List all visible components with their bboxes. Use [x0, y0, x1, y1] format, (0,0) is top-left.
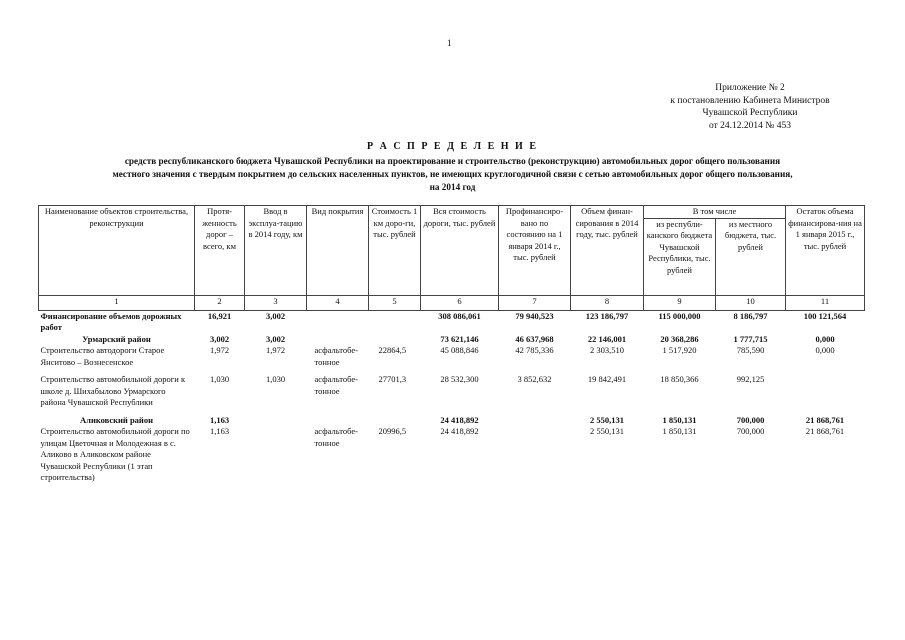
table-cell: 19 842,491	[587, 374, 627, 384]
header-from-republic: из республи-канского бюджета Чувашской Республики, тыс. рублей	[644, 218, 716, 295]
table-cell: 700,000	[736, 426, 765, 436]
table-cell: 308 086,061	[438, 310, 481, 321]
table-cell: 46 637,968	[515, 333, 554, 344]
column-number: 1	[39, 295, 195, 310]
table-cell	[245, 426, 307, 484]
subtitle-line: местного значения с твердым покрытием до сельских населенных пунктов, не имеющих круглогодичной связи с сетью автомобильных дорог общего пользования,	[112, 169, 793, 179]
header-commission: Ввод в эксплуа-тацию в 2014 году, км	[245, 206, 307, 296]
table-cell: 16,921	[207, 310, 232, 321]
header-remaining: Остаток объема финансирова-ния на 1 января 2015 г., тыс. рублей	[786, 206, 865, 296]
table-row	[39, 334, 865, 346]
header-surface: Вид покрытия	[307, 206, 369, 296]
table-cell: 1 517,920	[662, 345, 697, 355]
column-number: 6	[421, 295, 499, 310]
column-number: 8	[571, 295, 644, 310]
appendix-note	[640, 82, 860, 132]
table-cell: 1,972	[209, 345, 230, 355]
row-label: Строительство автомобильной дороги к школе д. Шихабылово Урмарского района Чувашской Республики	[40, 374, 186, 407]
table-cell: асфальтобе-тонное	[314, 374, 358, 396]
header-name: Наименование объектов строительства, реконструкции	[39, 206, 195, 296]
row-label: Аликовский район	[80, 414, 153, 425]
column-number: 11	[786, 295, 865, 310]
table-cell	[369, 415, 421, 427]
table-cell	[307, 310, 369, 334]
table-cell: 79 940,523	[515, 310, 554, 321]
column-number: 2	[195, 295, 245, 310]
table-cell: 2 303,510	[590, 345, 624, 355]
table-cell: 115 000,000	[658, 310, 701, 321]
table-cell: 3,002	[265, 333, 286, 344]
table-cell	[786, 374, 865, 409]
table-cell	[245, 415, 307, 427]
table-cell: 21 868,761	[805, 426, 845, 436]
table-cell: 73 621,146	[440, 333, 479, 344]
table-cell: 1,030	[209, 374, 230, 384]
table-row	[39, 415, 865, 427]
table-cell: 2 550,131	[590, 414, 624, 425]
table-cell	[369, 310, 421, 334]
table-row	[39, 374, 865, 409]
table-cell: 45 088,846	[440, 345, 479, 355]
table-cell: 2 550,131	[590, 426, 624, 436]
row-label: Урмарский район	[82, 333, 151, 344]
table-cell: 1 850,131	[662, 426, 697, 436]
table-cell	[307, 415, 369, 427]
column-number: 7	[499, 295, 571, 310]
distribution-table	[38, 205, 865, 484]
table-cell: 27701,3	[378, 374, 407, 384]
table-cell: 28 532,300	[440, 374, 479, 384]
table-cell	[369, 334, 421, 346]
appendix-line: Чувашской Республики	[702, 108, 798, 118]
column-number: 9	[644, 295, 716, 310]
column-number: 10	[716, 295, 786, 310]
table-cell: асфальтобе-тонное	[314, 345, 358, 367]
table-cell: 1,163	[209, 426, 230, 436]
table-cell: 20 368,286	[660, 333, 699, 344]
table-cell: 22864,5	[378, 345, 407, 355]
table-cell: 3,002	[265, 310, 286, 321]
table-cell: 18 850,366	[660, 374, 699, 384]
table-row	[39, 310, 865, 334]
table-cell: 700,000	[736, 414, 765, 425]
table-cell: 24 418,892	[440, 414, 479, 425]
row-label: Строительство автодороги Старое Янситово – Вознесенское	[40, 345, 165, 367]
table-cell: 21 868,761	[805, 414, 845, 425]
header-total-cost: Вся стоимость дороги, тыс. рублей	[421, 206, 499, 296]
page-number: 1	[447, 38, 452, 48]
table-cell: 24 418,892	[440, 426, 479, 436]
appendix-line: Приложение № 2	[715, 83, 785, 93]
table-row	[39, 345, 865, 368]
header-from-local: из местного бюджета, тыс. рублей	[716, 218, 786, 295]
subtitle-line: на 2014 год	[429, 182, 476, 192]
header-volume-2014: Объем финан-сирования в 2014 году, тыс. рублей	[571, 206, 644, 296]
table-cell: 1 850,131	[662, 414, 697, 425]
table-cell: 992,125	[736, 374, 765, 384]
table-cell: асфальтобе-тонное	[314, 426, 358, 448]
subtitle-line: средств республиканского бюджета Чувашской Республики на проектирование и строительство (реконструкцию) автомобильных дорог общего пользования	[124, 156, 781, 166]
table-cell: 1,030	[265, 374, 286, 384]
table-cell: 785,590	[736, 345, 765, 355]
table-cell: 100 121,564	[803, 310, 847, 321]
table-row	[39, 426, 865, 484]
row-label: Финансирование объемов дорожных работ	[40, 310, 182, 332]
table-cell	[307, 334, 369, 346]
table-cell: 22 146,001	[587, 333, 627, 344]
table-cell: 8 186,797	[733, 310, 768, 321]
table-cell: 0,000	[815, 345, 835, 355]
table-cell: 123 186,797	[585, 310, 629, 321]
appendix-line: от 24.12.2014 № 453	[709, 120, 791, 131]
table-cell: 3 852,632	[517, 374, 552, 384]
column-number: 3	[245, 295, 307, 310]
table-cell: 1,972	[265, 345, 286, 355]
header-including: В том числе	[644, 206, 786, 219]
header-length: Протя-женность дорог – всего, км	[195, 206, 245, 296]
column-number: 4	[307, 295, 369, 310]
table-cell: 20996,5	[378, 426, 407, 436]
table-cell	[499, 415, 571, 427]
appendix-line: к постановлению Кабинета Министров	[670, 95, 830, 106]
column-number-row	[39, 295, 865, 310]
table-cell: 3,002	[209, 333, 230, 344]
table-cell: 1,163	[209, 414, 230, 425]
row-label: Строительство автомобильной дороги по улицам Цветочная и Молодежная в с. Аликово в Аликовском районе Чувашской Республики (1 этап строительства)	[40, 426, 190, 482]
document-subtitle	[40, 155, 865, 194]
document-title: Р А С П Р Е Д Е Л Е Н И Е	[366, 141, 538, 152]
header-financed: Профинансиро-вано по состоянию на 1 января 2014 г., тыс. рублей	[499, 206, 571, 296]
table-cell: 42 785,336	[515, 345, 554, 355]
table-body	[39, 310, 865, 484]
table-cell: 1 777,715	[733, 333, 768, 344]
table-cell	[499, 426, 571, 484]
header-cost-per-km: Стоимость 1 км доро-ги, тыс. рублей	[369, 206, 421, 296]
column-number: 5	[369, 295, 421, 310]
table-cell: 0,000	[815, 333, 835, 344]
